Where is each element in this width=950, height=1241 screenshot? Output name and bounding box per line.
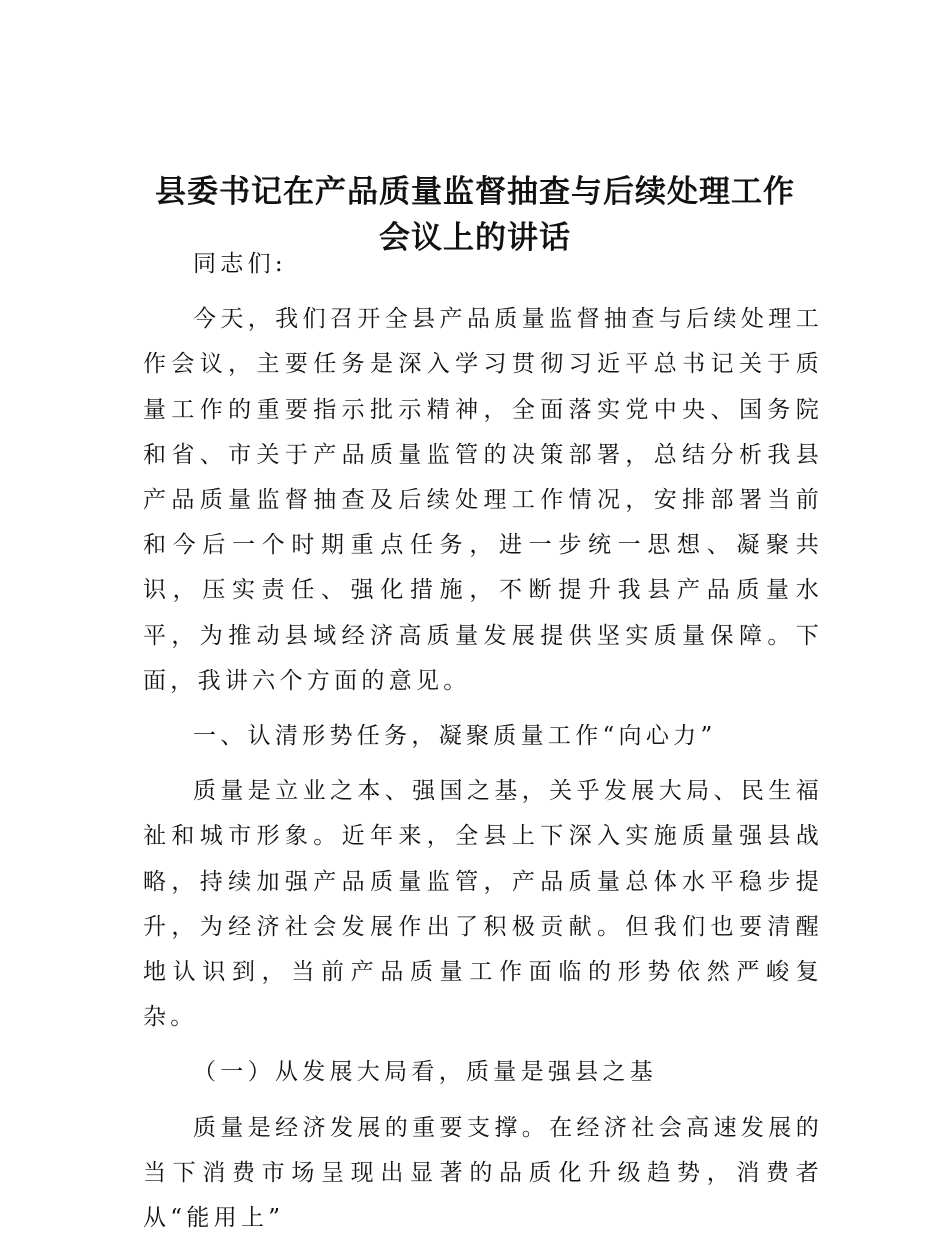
salutation: 同志们: <box>193 251 287 277</box>
subsection-1-paragraph: 质量是经济发展的重要支撑。在经济社会高速发展的当下消费市场呈现出显著的品质化升级趋势，消费者从“能用上” <box>143 1114 823 1232</box>
section-1-paragraph: 质量是立业之本、强国之基，关乎发展大局、民生福祉和城市形象。近年来，全县上下深入实施质量强县战略，持续加强产品质量监管，产品质量总体水平稳步提升，为经济社会发展作出了积极贡献。但我们也要清醒地认识到，当前产品质量工作面临的形势依然严峻复杂。 <box>143 778 823 1031</box>
paragraph-spacer <box>143 759 823 769</box>
paragraph-spacer <box>143 704 823 714</box>
document-title-line-1: 县委书记在产品质量监督抽查与后续处理工作 <box>155 174 795 210</box>
intro-paragraph: 今天，我们召开全县产品质量监督抽查与后续处理工作会议，主要任务是深入学习贯彻习近平总书记关于质量工作的重要指示批示精神，全面落实党中央、国务院和省、市关于产品质量监管的决策部署，总结分析我县产品质量监督抽查及后续处理工作情况，安排部署当前和今后一个时期重点任务，进一步统一思想、凝聚共识，压实责任、强化措施，不断提升我县产品质量水平，为推动县域经济高质量发展提供坚实质量保障。下面，我讲六个方面的意见。 <box>143 306 823 694</box>
paragraph-spacer <box>143 1096 823 1106</box>
paragraph-spacer <box>143 287 823 297</box>
paragraph-spacer <box>143 1040 823 1050</box>
subsection-heading-1: （一）从发展大局看，质量是强县之基 <box>193 1059 658 1086</box>
document-body <box>143 242 823 1241</box>
document-title-line-2: 会议上的讲话 <box>379 220 571 256</box>
section-heading-1: 一、认清形势任务，凝聚质量工作“向心力” <box>193 723 717 750</box>
